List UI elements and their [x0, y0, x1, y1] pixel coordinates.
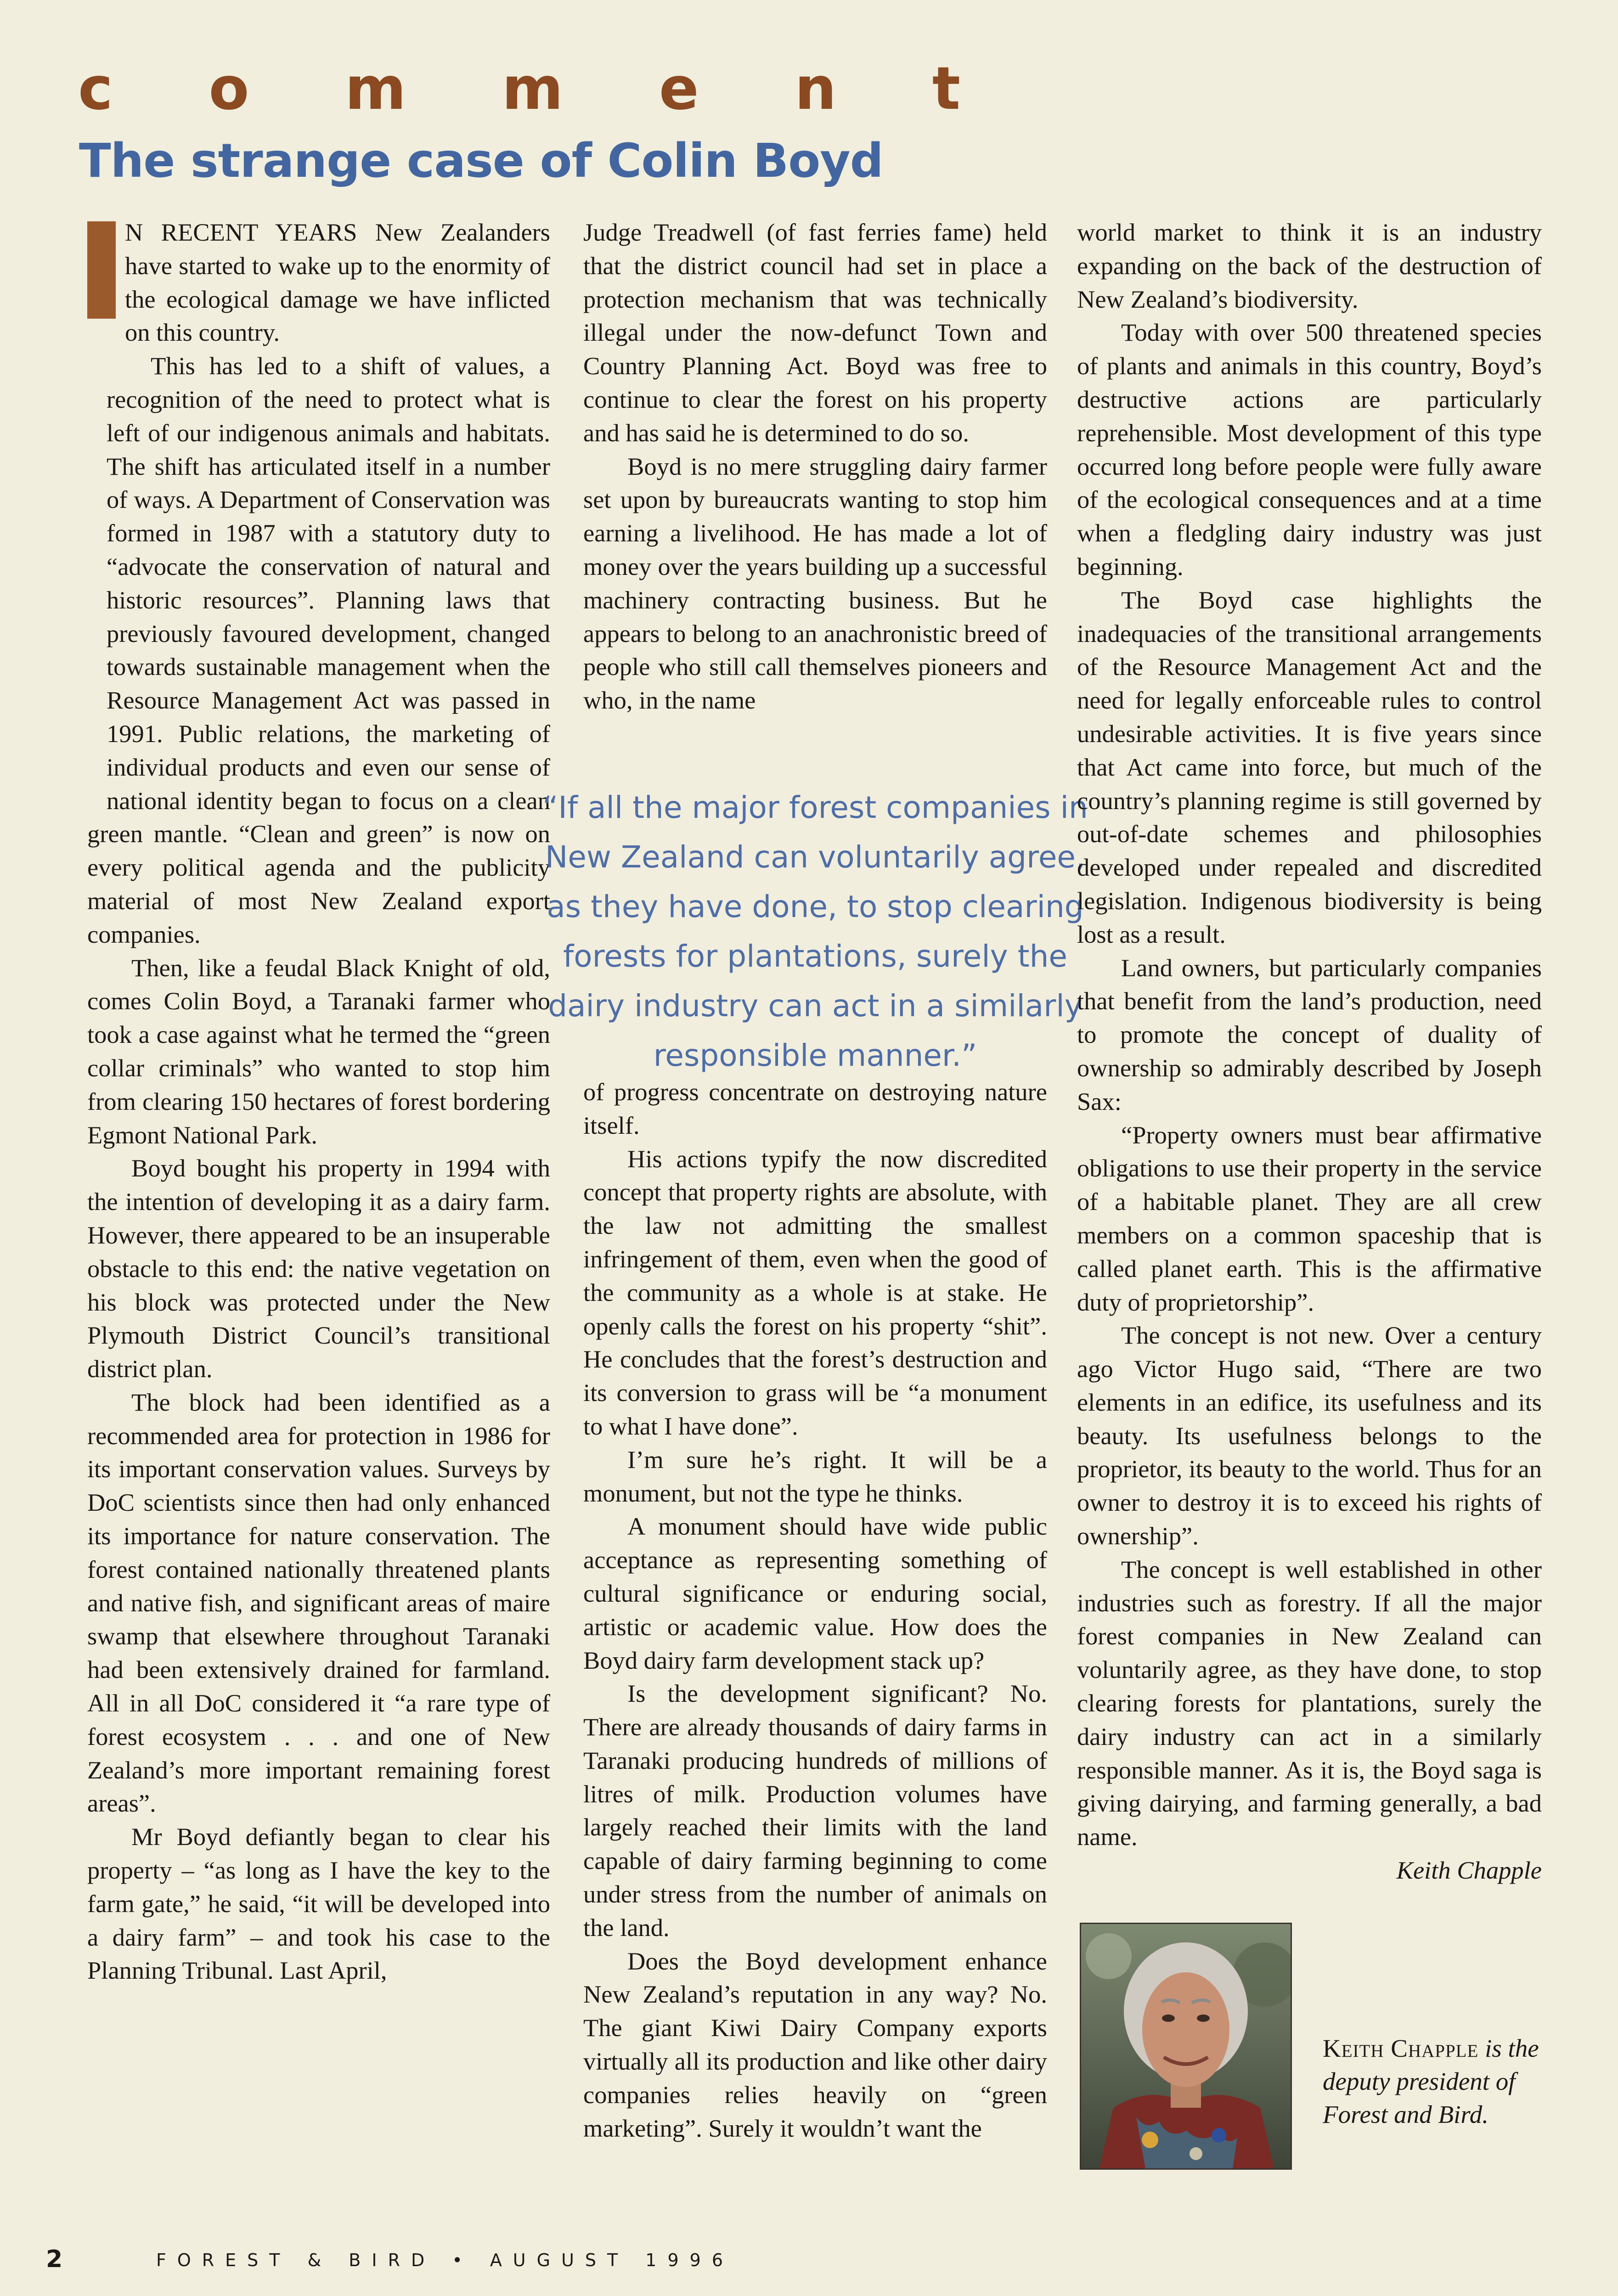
section-kicker: c o m m e n t — [78, 55, 998, 123]
pull-quote: “If all the major forest companies in New Zealand can voluntarily agree, as they have done, to stop clearing forests for plantations, surely the dairy industry can act in a similarly responsible manner.” — [542, 790, 1088, 1073]
paragraph: Is the development significant? No. There are already thousands of dairy farms in Taranaki producing hundreds of millions of litres of milk. Production volumes have largely reached their limits with the land capable of dairy farming beginning to come under stress from the number of animals on the land. — [583, 1679, 1047, 1941]
paragraph: I’m sure he’s right. It will be a monument, but not the type he thinks. — [583, 1445, 1047, 1507]
paragraph: Judge Treadwell (of fast ferries fame) held that the district council had set in place a protection mechanism that was technically illegal under the now-defunct Town and Country Planning Act. Boyd was free to continue to clear the forest on his property and has said he is determined to do so. — [583, 218, 1047, 447]
paragraph: Today with over 500 threatened species of plants and animals in this country, Boyd’s destructive actions are particularly reprehensible. Most development of this type occurred long before people were fully aware of the ecological consequences and at a time when a fledgling dairy industry was just beginning. — [1077, 318, 1542, 580]
author-photo — [1080, 1923, 1292, 2170]
paragraph: world market to think it is an industry expanding on the back of the destruction of New Zealand’s biodiversity. — [1077, 218, 1542, 313]
paragraph: Boyd bought his property in 1994 with the intention of developing it as a dairy farm. However, there appeared to be an insuperable obstacle to this end: the native vegetation on his block was protected under the New Plymouth District Council’s transitional district plan. — [87, 1154, 550, 1383]
paragraph: of progress concentrate on destroying nature itself. — [583, 1077, 1047, 1139]
article-column-3 — [1077, 216, 1542, 2181]
paragraph: The Boyd case highlights the inadequacies of the transitional arrangements of the Resource Management Act and the need for legally enforceable rules to control undesirable activities. It is five years since that Act came into force, but much of the country’s planning regime is still governed by out-of-date schemes and philosophies developed under repealed and discredited legislation. Indigenous biodiversity is being lost as a result. — [1077, 585, 1542, 948]
author-byline: Keith Chapple — [1396, 1856, 1542, 1885]
paragraph: “Property owners must bear affirmative obligations to use their property in the service of a habitable planet. They are all crew members on a common spaceship that is called planet earth. This is the affirmative duty of proprietorship”. — [1077, 1120, 1542, 1316]
paragraph: Mr Boyd defiantly began to clear his property – “as long as I have the key to the farm gate,” he said, “it will be developed into a dairy farm” – and took his case to the Planning Tribunal. Last April, — [87, 1823, 550, 1985]
paragraph: The concept is not new. Over a century ago Victor Hugo said, “There are two elements in an edifice, its usefulness and its beauty. Its usefulness belongs to the proprietor, its beauty to the world. Thus for an owner to destroy it is to exceed his rights of ownership”. — [1077, 1321, 1542, 1550]
paragraph: N RECENT YEARS New Zealanders have started to wake up to the enormity of the ecological damage we have inflicted on this country. — [125, 218, 550, 347]
paragraph: Does the Boyd development enhance New Zealand’s reputation in any way? No. The giant Kiwi Dairy Company exports virtually all its production and like other dairy companies relies heavily on “green marketing”. Surely it wouldn’t want the — [583, 1947, 1047, 2142]
drop-cap — [87, 221, 116, 319]
running-footer: FOREST & BIRD • AUGUST 1996 — [156, 2250, 734, 2270]
paragraph: His actions typify the now discredited concept that property rights are absolute, with the law not admitting the smallest infringement of them, even when the good of the community as a whole is at stake. He openly calls the forest on his property “shit”. He concludes that the forest’s destruction and its conversion to grass will be “a monument to what I have done”. — [583, 1144, 1047, 1440]
caption-text: is the deputy president of Forest and Bird. — [1323, 2034, 1539, 2128]
photo-caption — [1323, 2032, 1543, 2131]
paragraph: Land owners, but particularly companies that benefit from the land’s production, need to promote the concept of duality of ownership so admirably described by Joseph Sax: — [1077, 953, 1542, 1115]
paragraph: A monument should have wide public acceptance as representing something of cultural significance or enduring social, artistic or academic value. How does the Boyd dairy farm development stack up? — [583, 1512, 1047, 1674]
page-number: 2 — [46, 2245, 63, 2273]
caption-name: Keith Chapple — [1323, 2034, 1479, 2062]
paragraph: The concept is well established in other industries such as forestry. If all the major forest companies in New Zealand can voluntarily agree, as they have done, to stop clearing forests for plantations, surely the dairy industry can act in a similarly responsible manner. As it is, the Boyd saga is giving dairying, and farming generally, a bad name. — [1077, 1555, 1542, 1851]
article-column-2 — [583, 216, 1047, 2181]
article-title: The strange case of Colin Boyd — [79, 134, 883, 188]
paragraph: Then, like a feudal Black Knight of old, comes Colin Boyd, a Taranaki farmer who took a case against what he termed the “green collar criminals” who wanted to stop him from clearing 150 hectares of forest bordering Egmont National Park. — [87, 953, 550, 1149]
paragraph: Boyd is no mere struggling dairy farmer set upon by bureaucrats wanting to stop him earning a livelihood. He has made a lot of money over the years building up a successful machinery contracting business. But he appears to belong to an anachronistic breed of people who still call themselves pioneers and who, in the name — [583, 452, 1047, 715]
paragraph: The block had been identified as a recommended area for protection in 1986 for its important conservation values. Surveys by DoC scientists since then had only enhanced its importance for nature conservation. The forest contained nationally threatened plants and native fish, and significant areas of maire swamp that elsewhere throughout Taranaki had been extensively drained for farmland. All in all DoC considered it “a rare type of forest ecosystem . . . and one of New Zealand’s more important remaining forest areas”. — [87, 1388, 550, 1818]
paragraph: This has led to a shift of values, a recognition of the need to protect what is left of our indigenous animals and habitats. The shift has articulated itself in a number of ways. A Department of Conservation was formed in 1987 with a statutory duty to “advocate the conservation of natural and historic resources”. Planning laws that previously favoured development, changed towards sustainable management when the Resource Management Act was passed in 1991. Public relations, the marketing of individual products and even our sense of national identity began to focus on a clean green mantle. “Clean and green” is now on every political agenda and the publicity material of most New Zealand export companies. — [87, 352, 550, 948]
article-column-1 — [87, 216, 550, 2181]
